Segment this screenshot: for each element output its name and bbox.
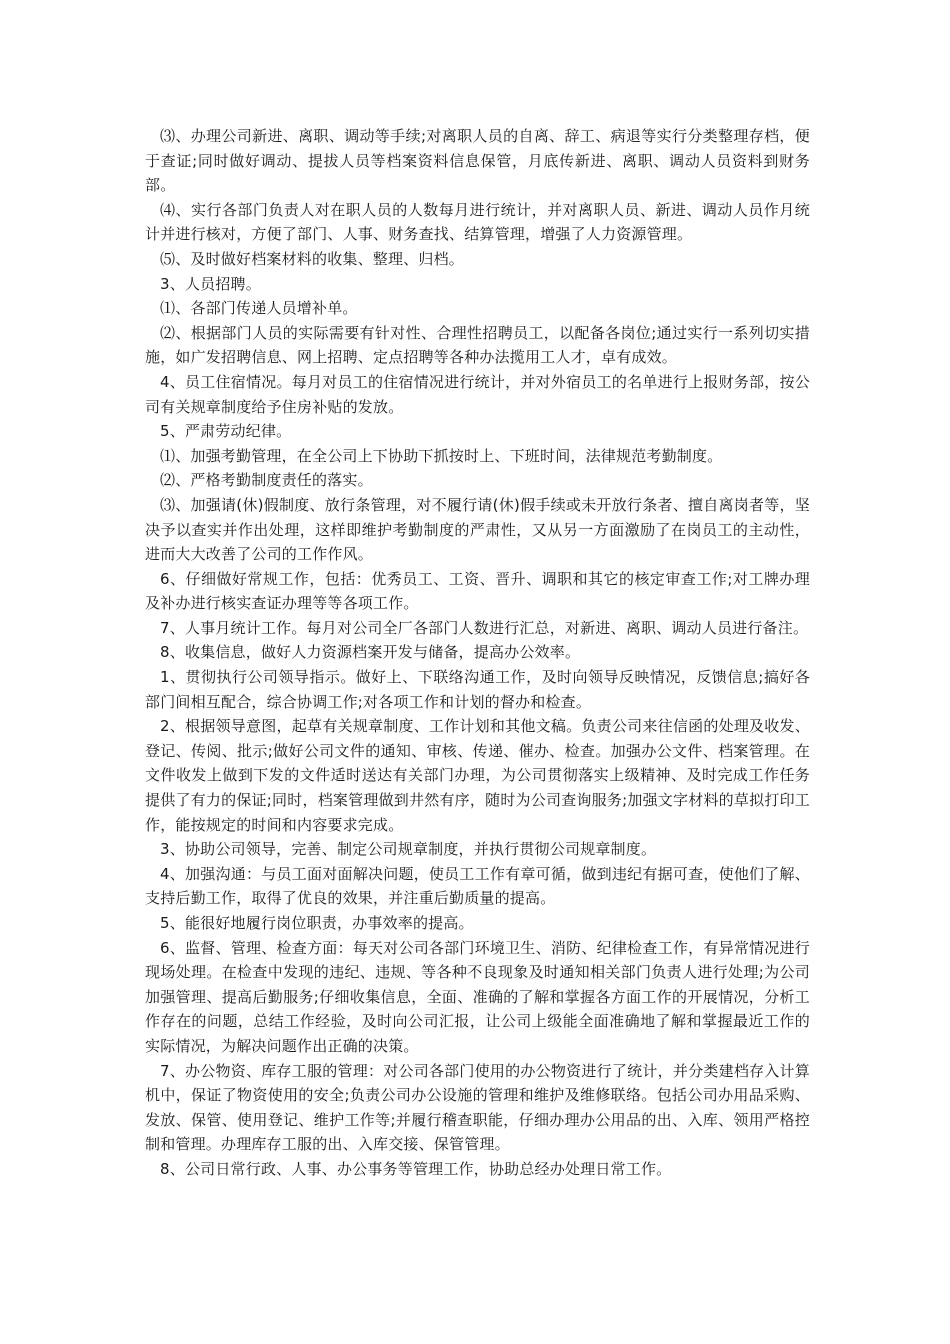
paragraph-7: 4、员工住宿情况。每月对员工的住宿情况进行统计，并对外宿员工的名单进行上报财务部，按公司有关规章制度给予住房补贴的发放。 xyxy=(145,372,810,416)
paragraph-2: ⑷、实行各部门负责人对在职人员的人数每月进行统计，并对离职人员、新进、调动人员作月统计并进行核对，方便了部门、人事、财务查找、结算管理，增强了人力资源管理。 xyxy=(145,200,810,244)
paragraph-12: 6、仔细做好常规工作，包括：优秀员工、工资、晋升、调职和其它的核定审查工作;对工牌办理及补办进行核实查证办理等等各项工作。 xyxy=(145,569,810,613)
paragraph-4: 3、人员招聘。 xyxy=(160,274,261,293)
paragraph-10: ⑵、严格考勤制度责任的落实。 xyxy=(160,471,373,490)
paragraph-18: 4、加强沟通：与员工面对面解决问题，使员工工作有章可循，做到违纪有据可查，使他们了解、支持后勤工作，取得了优良的效果，并注重后勤质量的提高。 xyxy=(145,864,810,908)
paragraph-15: 1、贯彻执行公司领导指示。做好上、下联络沟通工作，及时向领导反映情况，反馈信息;搞好各部门间相互配合，综合协调工作;对各项工作和计划的督办和检查。 xyxy=(145,668,810,711)
paragraph-8: 5、严肃劳动纪律。 xyxy=(160,422,292,441)
paragraph-19: 5、能很好地履行岗位职责，办事效率的提高。 xyxy=(160,914,474,932)
paragraph-22: 8、公司日常行政、人事、办公事务等管理工作，协助总经办处理日常工作。 xyxy=(160,1159,672,1178)
paragraph-13: 7、人事月统计工作。每月对公司全厂各部门人数进行汇总，对新进、离职、调动人员进行备注。 xyxy=(160,618,809,637)
paragraph-5: ⑴、各部门传递人员增补单。 xyxy=(160,299,358,318)
document-body xyxy=(145,124,810,1182)
paragraph-21: 7、办公物资、库存工服的管理：对公司各部门使用的办公物资进行了统计，并分类建档存入计算机中，保证了物资使用的安全;负责公司办公设施的管理和维护及维修联络。包括公司办用品采购、发放、保管、使用登记、维护工作等;并履行稽查职能，仔细办理办公用品的出、入库、领用严格控制和管理。办理库存工服的出、入库交接、保管管理。 xyxy=(145,1061,810,1154)
paragraph-3: ⑸、及时做好档案材料的收集、整理、归档。 xyxy=(160,249,465,268)
paragraph-11: ⑶、加强请(休)假制度、放行条管理，对不履行请(休)假手续或未开放行条者、擅自离岗者等，坚决予以查实并作出处理，这样即维护考勤制度的严肃性，又从另一方面激励了在岗员工的主动性，进而大大改善了公司的工作作风。 xyxy=(145,495,810,564)
paragraph-16: 2、根据领导意图，起草有关规章制度、工作计划和其他文稿。负责公司来往信函的处理及收发、登记、传阅、批示;做好公司文件的通知、审核、传递、催办、检查。加强办公文件、档案管理。在文件收发上做到下发的文件适时送达有关部门办理，为公司贯彻落实上级精神、及时完成工作任务提供了有力的保证;同时，档案管理做到井然有序，随时为公司查询服务;加强文字材料的草拟打印工作，能按规定的时间和内容要求完成。 xyxy=(145,717,810,834)
paragraph-14: 8、收集信息，做好人力资源档案开发与储备，提高办公效率。 xyxy=(160,643,581,662)
paragraph-17: 3、协助公司领导，完善、制定公司规章制度，并执行贯彻公司规章制度。 xyxy=(160,840,657,859)
paragraph-6: ⑵、根据部门人员的实际需要有针对性、合理性招聘员工，以配备各岗位;通过实行一系列切实措施，如广发招聘信息、网上招聘、定点招聘等各种办法揽用工人才，卓有成效。 xyxy=(145,323,810,367)
paragraph-1: ⑶、办理公司新进、离职、调动等手续;对离职人员的自离、辞工、病退等实行分类整理存档，便于查证;同时做好调动、提拔人员等档案资料信息保管，月底传新进、离职、调动人员资料到财务部。 xyxy=(145,127,810,195)
paragraph-20: 6、监督、管理、检查方面：每天对公司各部门环境卫生、消防、纪律检查工作，有异常情况进行现场处理。在检查中发现的违纪、违规、等各种不良现象及时通知相关部门负责人进行处理;为公司加强管理、提高后勤服务;仔细收集信息，全面、准确的了解和掌握各方面工作的开展情况，分析工作存在的问题，总结工作经验，及时向公司汇报，让公司上级能全面准确地了解和掌握最近工作的实际情况，为解决问题作出正确的决策。 xyxy=(145,938,810,1055)
paragraph-9: ⑴、加强考勤管理，在全公司上下协助下抓按时上、下班时间，法律规范考勤制度。 xyxy=(160,446,723,465)
